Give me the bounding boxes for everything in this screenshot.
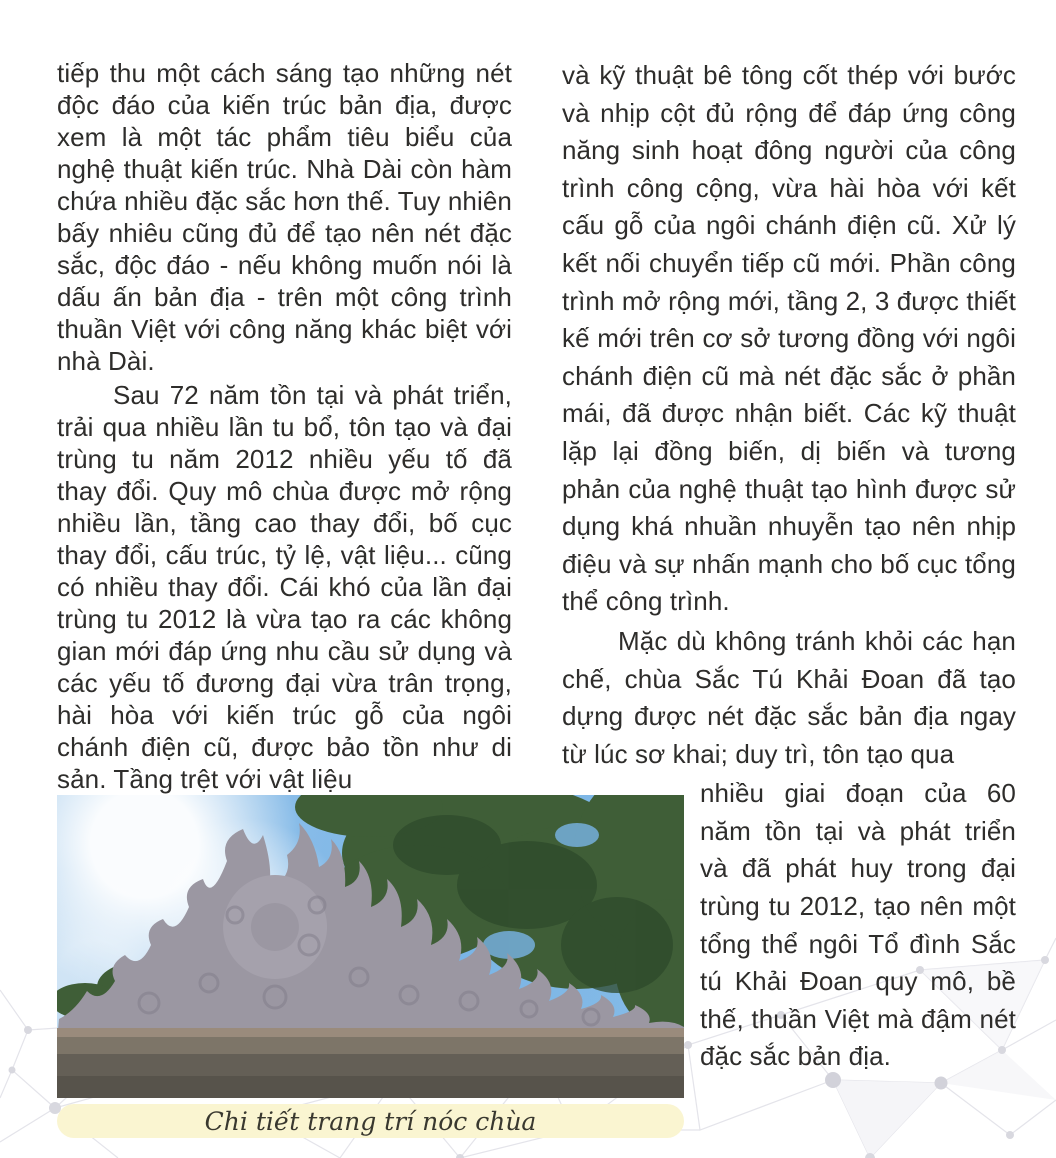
mesh-node [935, 1077, 948, 1090]
paragraph: Mặc dù không tránh khỏi các hạn chế, chùa Sắc Tú Khải Đoan đã tạo dựng được nét đặc sắc bản địa ngay từ lúc sơ khai; duy trì, tôn tạo qua [562, 625, 1016, 769]
left-column [57, 57, 512, 795]
photo-roof-decoration [57, 795, 684, 1098]
mesh-node [1006, 1131, 1014, 1139]
mesh-node [9, 1067, 16, 1074]
photo-caption [57, 1104, 684, 1138]
paragraph-wrapped-beside-photo: nhiều giai đoạn của 60 năm tồn tại và phát triển và đã phát huy trong đại trùng tu 2012, tạo nên một tổng thể ngôi Tổ đình Sắc tú Khải Đoan quy mô, bề thế, thuần Việt mà đậm nét đặc sắc bản địa. [700, 778, 1016, 1072]
mesh-node [24, 1026, 32, 1034]
paragraph: Sau 72 năm tồn tại và phát triển, trải qua nhiều lần tu bổ, tôn tạo và đại trùng tu năm 2012 nhiều yếu tố đã thay đổi. Quy mô chùa được mở rộng nhiều lần, tầng cao thay đổi, bố cục thay đổi, cấu trúc, tỷ lệ, vật liệu... cũng có nhiều thay đổi. Cái khó của lần đại trùng tu 2012 là vừa tạo ra các không gian mới đáp ứng nhu cầu sử dụng và các yếu tố đương đại vừa trân trọng, hài hòa với kiến trúc gỗ của ngôi chánh điện cũ, được bảo tồn như di sản. Tầng trệt với vật liệu [57, 380, 512, 794]
mesh-node [1041, 956, 1049, 964]
wall [57, 1028, 684, 1098]
paragraph: và kỹ thuật bê tông cốt thép với bước và nhịp cột đủ rộng để đáp ứng công năng sinh hoạt đông người của công trình công cộng, vừa hài hòa với kết cấu gỗ của ngôi chánh điện cũ. Xử lý kết nối chuyển tiếp cũ mới. Phần công trình mở rộng mới, tầng 2, 3 được thiết kế mới trên cơ sở tương đồng với ngôi chánh điện cũ mà nét đặc sắc ở phần mái, đã được nhận biết. Các kỹ thuật lặp lại đồng biến, dị biến và tương phản của nghệ thuật tạo hình được sử dụng khá nhuần nhuyễn tạo nên nhịp điệu và sự nhấn mạnh cho bố cục tổng thể công trình. [562, 60, 1016, 617]
paragraph: tiếp thu một cách sáng tạo những nét độc đáo của kiến trúc bản địa, được xem là một tác phẩm tiêu biểu của nghệ thuật kiến trúc. Nhà Dài còn hàm chứa nhiều đặc sắc hơn thế. Tuy nhiên bấy nhiêu cũng đủ để tạo nên nét đặc sắc, độc đáo - nếu không muốn nói là dấu ấn bản địa - trên một công trình thuần Việt với công năng khác biệt với nhà Dài. [57, 58, 512, 376]
photo-caption-text: Chi tiết trang trí nóc chùa [204, 1106, 537, 1136]
